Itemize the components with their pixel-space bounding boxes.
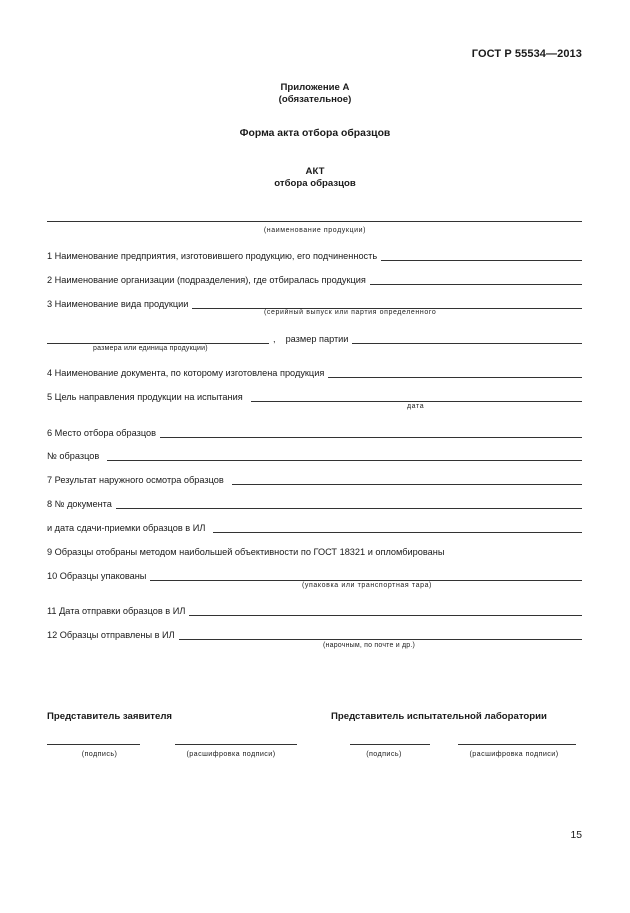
field-sampling-place xyxy=(47,425,582,438)
field-packing-label: 10 Образцы упакованы xyxy=(47,571,147,581)
field-dispatch-date-label: 11 Дата отправки образцов в ИЛ xyxy=(47,606,186,616)
applicant-decoding-note: (расшифровка подписи) xyxy=(186,749,276,758)
field-inspection-line[interactable] xyxy=(232,475,582,485)
serial-note: (серийный выпуск или партия определенного xyxy=(264,309,437,316)
field-sent-by-label: 12 Образцы отправлены в ИЛ xyxy=(47,630,175,640)
size-note: размера или единица продукции) xyxy=(93,345,208,352)
field-unit-line[interactable] xyxy=(47,334,269,344)
field-purpose-line[interactable] xyxy=(251,392,582,402)
field-sample-number-line[interactable] xyxy=(107,451,582,461)
field-sample-number-label: № образцов xyxy=(47,451,100,461)
field-product-type-line[interactable] xyxy=(192,299,582,309)
field-enterprise xyxy=(47,248,582,261)
field-inspection xyxy=(47,472,582,485)
field-purpose xyxy=(47,389,582,402)
applicant-signature-note: (подпись) xyxy=(81,749,118,758)
field-delivery-date-label: и дата сдачи-приемки образцов в ИЛ xyxy=(47,523,206,533)
field-sampling-place-line[interactable] xyxy=(160,428,582,438)
field-enterprise-line[interactable] xyxy=(381,251,582,261)
act-subtitle: отбора образцов xyxy=(274,178,356,189)
lab-signature-line[interactable] xyxy=(350,743,430,745)
field-method xyxy=(47,544,582,557)
field-batch-sep: , xyxy=(273,334,276,344)
field-organization xyxy=(47,272,582,285)
date-note: дата xyxy=(407,403,425,410)
lab-decoding-note: (расшифровка подписи) xyxy=(469,749,559,758)
form-title: Форма акта отбора образцов xyxy=(239,128,391,139)
field-batch-size xyxy=(47,331,582,344)
field-document-label: 4 Наименование документа, по которому изготовлена продукция xyxy=(47,368,325,378)
field-batch-size-label: размер партии xyxy=(285,334,349,344)
act-title: АКТ xyxy=(305,166,325,177)
applicant-decoding-line[interactable] xyxy=(175,743,297,745)
standard-designation: ГОСТ Р 55534—2013 xyxy=(471,48,582,60)
field-document-line[interactable] xyxy=(328,368,582,378)
field-packing-line[interactable] xyxy=(150,571,582,581)
field-sent-by-line[interactable] xyxy=(179,630,582,640)
page-number: 15 xyxy=(570,830,582,841)
product-name-note: (наименование продукции) xyxy=(263,227,367,234)
lab-rep-label: Представитель испытательной лаборатории xyxy=(331,711,547,722)
field-sent-by xyxy=(47,627,582,640)
field-doc-number xyxy=(47,496,582,509)
field-doc-number-line[interactable] xyxy=(116,499,582,509)
field-sample-number xyxy=(47,448,582,461)
applicant-rep-label: Представитель заявителя xyxy=(47,711,173,722)
product-name-field[interactable] xyxy=(47,212,582,222)
appendix-status: (обязательное) xyxy=(278,94,352,105)
field-method-label: 9 Образцы отобраны методом наибольшей объективности по ГОСТ 18321 и опломбированы xyxy=(47,547,445,557)
field-organization-line[interactable] xyxy=(370,275,582,285)
lab-decoding-line[interactable] xyxy=(458,743,576,745)
field-document xyxy=(47,365,582,378)
field-product-type xyxy=(47,296,582,309)
field-sampling-place-label: 6 Место отбора образцов xyxy=(47,428,156,438)
field-delivery-date xyxy=(47,520,582,533)
appendix-title: Приложение А xyxy=(280,82,350,93)
field-delivery-date-line[interactable] xyxy=(213,523,582,533)
field-dispatch-date-line[interactable] xyxy=(189,606,582,616)
field-enterprise-label: 1 Наименование предприятия, изготовившего продукцию, его подчиненность xyxy=(47,251,378,261)
field-doc-number-label: 8 № документа xyxy=(47,499,112,509)
lab-signature-note: (подпись) xyxy=(366,749,402,758)
field-product-type-label: 3 Наименование вида продукции xyxy=(47,299,189,309)
sent-by-note: (нарочным, по почте и др.) xyxy=(323,642,416,649)
field-inspection-label: 7 Результат наружного осмотра образцов xyxy=(47,475,224,485)
applicant-signature-line[interactable] xyxy=(47,743,140,745)
field-dispatch-date xyxy=(47,603,582,616)
field-packing xyxy=(47,568,582,581)
field-purpose-label: 5 Цель направления продукции на испытания xyxy=(47,392,243,402)
field-organization-label: 2 Наименование организации (подразделения), где отбиралась продукция xyxy=(47,275,366,285)
field-batch-size-line[interactable] xyxy=(352,334,582,344)
packing-note: (упаковка или транспортная тара) xyxy=(302,582,432,589)
